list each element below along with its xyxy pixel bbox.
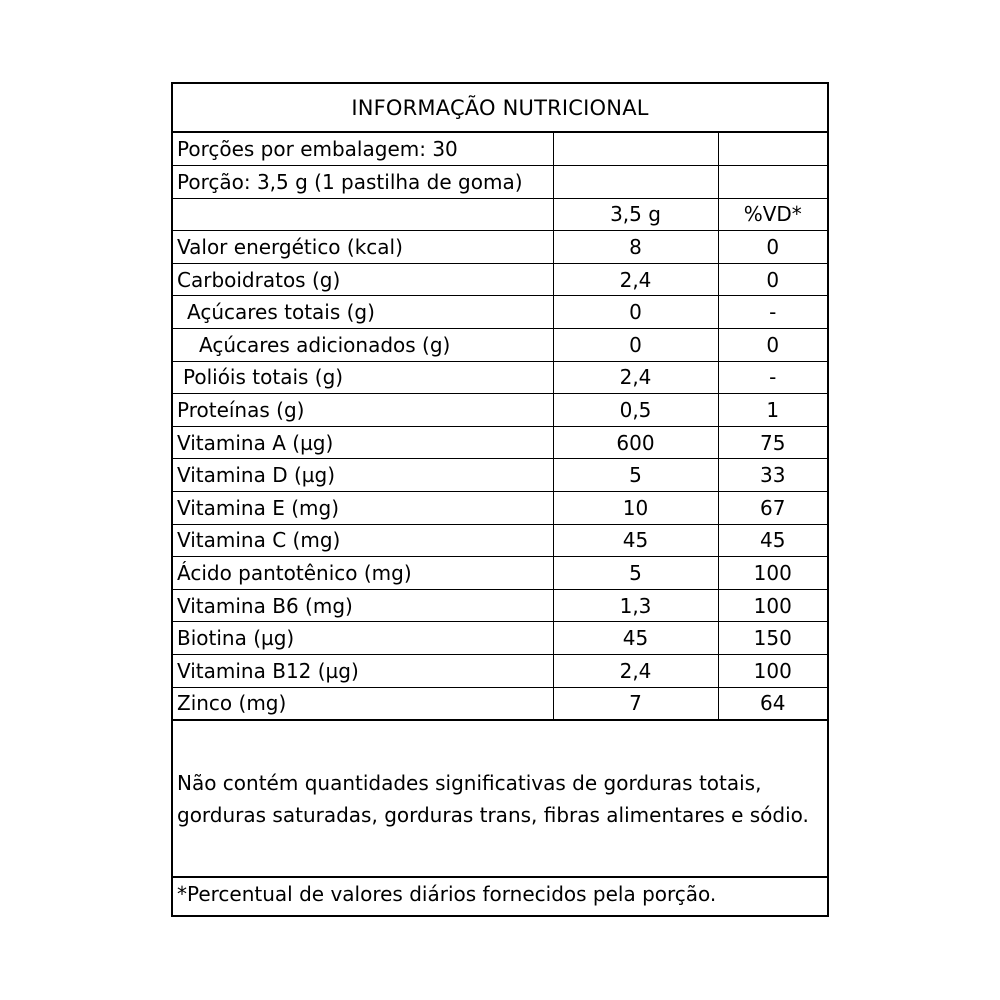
row-label: Porção: 3,5 g (1 pastilha de goma) xyxy=(173,166,553,199)
nutrient-dv: 150 xyxy=(718,622,827,655)
nutrient-dv: 33 xyxy=(718,459,827,492)
nutrient-dv: - xyxy=(718,361,827,394)
table-row xyxy=(173,655,827,688)
table-row xyxy=(173,231,827,264)
nutrient-value: 7 xyxy=(553,687,718,720)
nutrient-label: Vitamina B12 (µg) xyxy=(173,655,553,688)
nutrient-dv: 75 xyxy=(718,426,827,459)
nutrition-facts-panel xyxy=(171,82,829,917)
nutrient-dv: 100 xyxy=(718,557,827,590)
nutrient-label: Vitamina E (mg) xyxy=(173,492,553,525)
nutrient-dv: 0 xyxy=(718,263,827,296)
nutrient-dv: 100 xyxy=(718,655,827,688)
nutrient-value: 2,4 xyxy=(553,655,718,688)
nutrient-label: Açúcares adicionados (g) xyxy=(173,329,553,362)
table-row xyxy=(173,524,827,557)
nutrient-dv: 1 xyxy=(718,394,827,427)
table-row xyxy=(173,426,827,459)
insignificant-amounts-note xyxy=(173,721,827,878)
table-row xyxy=(173,263,827,296)
nutrient-value: 5 xyxy=(553,557,718,590)
nutrient-dv: 64 xyxy=(718,687,827,720)
row-label: Porções por embalagem: 30 xyxy=(173,133,553,166)
note-line: Não contém quantidades significativas de gorduras totais, xyxy=(177,770,762,795)
nutrient-dv: 67 xyxy=(718,492,827,525)
nutrient-value: 45 xyxy=(553,622,718,655)
nutrient-label: Vitamina C (mg) xyxy=(173,524,553,557)
column-header-row xyxy=(173,198,827,231)
nutrient-label: Biotina (µg) xyxy=(173,622,553,655)
nutrient-value: 2,4 xyxy=(553,263,718,296)
nutrient-label: Vitamina A (µg) xyxy=(173,426,553,459)
dv-column-header: %VD* xyxy=(718,198,827,231)
nutrient-value: 45 xyxy=(553,524,718,557)
nutrient-value: 5 xyxy=(553,459,718,492)
table-row xyxy=(173,589,827,622)
servings-per-package-row xyxy=(173,133,827,166)
nutrient-value: 1,3 xyxy=(553,589,718,622)
table-row xyxy=(173,329,827,362)
nutrient-value: 0,5 xyxy=(553,394,718,427)
nutrient-value: 2,4 xyxy=(553,361,718,394)
nutrient-label: Proteínas (g) xyxy=(173,394,553,427)
note-line: gorduras saturadas, gorduras trans, fibras alimentares e sódio. xyxy=(177,802,809,827)
table-row xyxy=(173,361,827,394)
row-dv xyxy=(718,133,827,166)
nutrition-title: INFORMAÇÃO NUTRICIONAL xyxy=(173,84,827,133)
nutrient-dv: 45 xyxy=(718,524,827,557)
nutrient-value: 10 xyxy=(553,492,718,525)
nutrient-value: 600 xyxy=(553,426,718,459)
nutrient-label: Vitamina D (µg) xyxy=(173,459,553,492)
table-row xyxy=(173,394,827,427)
nutrient-label: Vitamina B6 (mg) xyxy=(173,589,553,622)
nutrient-label: Ácido pantotênico (mg) xyxy=(173,557,553,590)
nutrient-label: Carboidratos (g) xyxy=(173,263,553,296)
table-row xyxy=(173,492,827,525)
row-value xyxy=(553,166,718,199)
table-row xyxy=(173,557,827,590)
row-value xyxy=(553,133,718,166)
row-dv xyxy=(718,166,827,199)
nutrient-dv: 100 xyxy=(718,589,827,622)
table-row xyxy=(173,296,827,329)
nutrient-value: 0 xyxy=(553,296,718,329)
nutrient-value: 8 xyxy=(553,231,718,264)
nutrition-table xyxy=(173,133,827,721)
nutrient-dv: 0 xyxy=(718,231,827,264)
amount-column-header: 3,5 g xyxy=(553,198,718,231)
nutrient-dv: - xyxy=(718,296,827,329)
serving-size-row xyxy=(173,166,827,199)
nutrient-value: 0 xyxy=(553,329,718,362)
nutrient-label: Polióis totais (g) xyxy=(173,361,553,394)
nutrient-dv: 0 xyxy=(718,329,827,362)
nutrient-label: Valor energético (kcal) xyxy=(173,231,553,264)
table-row xyxy=(173,459,827,492)
table-row xyxy=(173,687,827,720)
nutrient-label: Zinco (mg) xyxy=(173,687,553,720)
row-label xyxy=(173,198,553,231)
nutrient-label: Açúcares totais (g) xyxy=(173,296,553,329)
daily-value-footnote: *Percentual de valores diários fornecidos pela porção. xyxy=(177,881,717,906)
table-row xyxy=(173,622,827,655)
